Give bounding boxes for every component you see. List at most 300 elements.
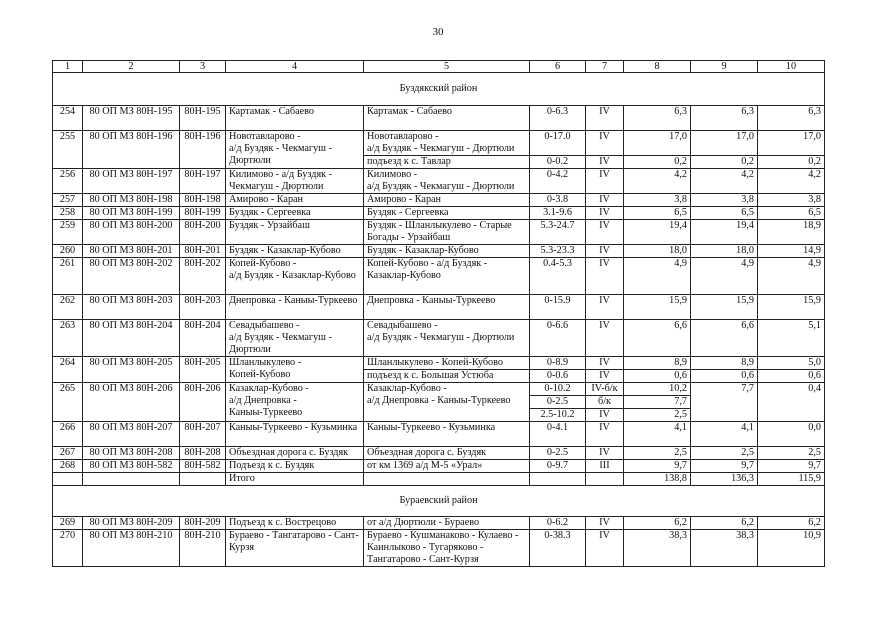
length-total [624,106,691,131]
length-line: 7,7 [624,395,690,408]
route-description [364,422,530,447]
km-range [530,460,586,473]
road-code: 80 ОП МЗ 80Н-206 [83,383,180,422]
improved-value: 18,9 [803,220,821,231]
improved-value: 6,5 [808,207,821,218]
length-total [624,258,691,295]
short-code: 80Н-207 [180,422,226,447]
category [586,220,624,245]
km-range [530,383,586,422]
category [586,207,624,220]
improved-value: 2,5 [808,447,821,458]
length-improved [758,295,825,320]
length-paved [691,207,758,220]
length-line: 2,5 [624,408,690,421]
category [586,320,624,357]
improved-value: 0,6 [758,369,824,382]
km-range [530,422,586,447]
row-number: 265 [53,383,83,422]
short-code: 80Н-204 [180,320,226,357]
row-number: 261 [53,258,83,295]
route-line: Шланлыкулево - Копей-Кубово [367,357,503,368]
category-line: IV [599,207,610,218]
category-line: IV [599,220,610,231]
road-name-line: Каныы-Туркеево [229,407,303,418]
road-name [226,169,364,194]
km-range-line: 0-17.0 [544,131,571,142]
road-name [226,460,364,473]
km-range-line: 0-8.9 [546,357,569,368]
roads-table [52,60,825,567]
road-name [226,422,364,447]
km-range [530,447,586,460]
route-line: Бураево - Кушманаково - Кулаево - [367,530,519,541]
table-row [53,131,825,169]
district-name: Бураевский район [53,486,825,517]
improved-value: 4,2 [808,169,821,180]
km-range-line: 0.4-5.3 [543,258,572,269]
total-c10: 115,9 [758,473,825,486]
row-number: 263 [53,320,83,357]
table-row [53,517,825,530]
km-range [530,357,586,383]
category [586,106,624,131]
road-code: 80 ОП МЗ 80Н-195 [83,106,180,131]
route-description [364,530,530,567]
length-improved [758,320,825,357]
route-description [364,383,530,422]
road-name [226,447,364,460]
road-code: 80 ОП МЗ 80Н-208 [83,447,180,460]
table-row [53,245,825,258]
improved-value: 15,9 [803,295,821,306]
route-line: Амирово - Каран [367,194,442,205]
road-name-line: Подъезд к с. Вострецово [229,517,337,528]
route-description [364,447,530,460]
road-code: 80 ОП МЗ 80Н-209 [83,517,180,530]
road-name-line: Севадыбашево - [229,320,300,331]
category [586,517,624,530]
road-name [226,517,364,530]
km-range-line: 5.3-23.3 [540,245,575,256]
length-improved [758,460,825,473]
road-code: 80 ОП МЗ 80Н-203 [83,295,180,320]
category [586,383,624,422]
route-line: от а/д Дюртюли - Бураево [367,517,480,528]
category-line: IV [586,369,623,382]
category-line: IV [599,530,610,541]
road-name-line: Буздяк - Урзайбаш [229,220,310,231]
table-row [53,320,825,357]
length-paved [691,422,758,447]
column-numbers-row [53,61,825,73]
length-total [624,320,691,357]
category-line: IV [599,357,610,368]
road-name-line: Буздяк - Казаклар-Кубово [229,245,341,256]
length-line: 18,0 [669,245,687,256]
road-name-line: Чекмагуш - Дюртюли [229,181,324,192]
column-number: 10 [758,61,825,73]
improved-value: 3,8 [808,194,821,205]
district-row [53,73,825,106]
row-number: 262 [53,295,83,320]
road-code: 80 ОП МЗ 80Н-204 [83,320,180,357]
short-code: 80Н-201 [180,245,226,258]
column-number: 3 [180,61,226,73]
route-line: Каинлыково - Тугаряково - [367,542,484,553]
km-range [530,194,586,207]
km-range-line: 0-10.2 [544,383,571,394]
category [586,460,624,473]
improved-value: 5,0 [808,357,821,368]
road-name [226,207,364,220]
route-line: Объездная дорога с. Буздяк [367,447,487,458]
length-line: 6,3 [674,106,687,117]
road-name [226,245,364,258]
paved-value: 17,0 [736,131,754,142]
paved-value: 6,5 [741,207,754,218]
length-improved [758,207,825,220]
route-description [364,194,530,207]
route-description [364,131,530,169]
route-description [364,220,530,245]
category [586,530,624,567]
paved-value: 0,6 [691,369,757,382]
route-line: Килимово - [367,169,418,180]
category [586,422,624,447]
category-line: IV [599,245,610,256]
total-label: Итого [226,473,364,486]
short-code: 80Н-205 [180,357,226,383]
length-total [624,194,691,207]
length-paved [691,245,758,258]
paved-value: 19,4 [736,220,754,231]
road-name-line: Курзя [229,542,255,553]
short-code: 80Н-209 [180,517,226,530]
length-paved [691,383,758,422]
table-row [53,207,825,220]
length-total [624,357,691,383]
km-range [530,169,586,194]
paved-value: 4,1 [741,422,754,433]
road-code: 80 ОП МЗ 80Н-198 [83,194,180,207]
road-name [226,357,364,383]
length-line: 6,5 [674,207,687,218]
road-name-line: Бураево - Тангатарово - Сант- [229,530,359,541]
road-code [83,473,180,486]
page-number: 30 [432,26,444,38]
km-range [530,245,586,258]
road-code: 80 ОП МЗ 80Н-582 [83,460,180,473]
route-line: Севадыбашево - [367,320,438,331]
route-description [364,320,530,357]
road-name-line: а/д Буздяк - Чекмагуш - [229,332,332,343]
column-number: 6 [530,61,586,73]
length-line: 3,8 [674,194,687,205]
short-code: 80Н-197 [180,169,226,194]
road-name [226,220,364,245]
length-paved [691,320,758,357]
table-row [53,220,825,245]
road-name-line: Шланлыкулево - [229,357,302,368]
total-c8: 138,8 [624,473,691,486]
length-improved [758,131,825,169]
row-number: 266 [53,422,83,447]
road-name [226,258,364,295]
route-line: а/д Буздяк - Чекмагуш - Дюртюли [367,332,515,343]
length-paved [691,530,758,567]
paved-value: 2,5 [741,447,754,458]
paved-value: 4,9 [741,258,754,269]
route-description [364,460,530,473]
road-code: 80 ОП МЗ 80Н-210 [83,530,180,567]
short-code: 80Н-200 [180,220,226,245]
length-paved [691,357,758,383]
road-name-line: Копей-Кубово [229,369,291,380]
km-range-line: 0-6.2 [546,517,569,528]
route-description [364,106,530,131]
length-line: 2,5 [674,447,687,458]
km-range-line: 0-0.2 [530,155,585,168]
road-name [226,383,364,422]
road-name-line: а/д Днепровка - [229,395,297,406]
total-row [53,473,825,486]
length-line: 6,2 [674,517,687,528]
km-range-line: 0-3.8 [546,194,569,205]
km-range-line: 0-38.3 [544,530,571,541]
km-range [530,473,586,486]
length-improved [758,258,825,295]
length-line: 4,1 [674,422,687,433]
category [586,245,624,258]
paved-value: 9,7 [741,460,754,471]
route-description [364,169,530,194]
row-number: 270 [53,530,83,567]
improved-value: 6,2 [808,517,821,528]
route-line: а/д Буздяк - Чекмагуш - Дюртюли [367,143,515,154]
road-code: 80 ОП МЗ 80Н-197 [83,169,180,194]
row-number: 257 [53,194,83,207]
category [586,357,624,383]
road-name-line: а/д Буздяк - Казаклар-Кубово [229,270,356,281]
table-row [53,169,825,194]
category-line [589,143,620,155]
length-line [627,143,687,155]
column-number: 9 [691,61,758,73]
km-range [530,106,586,131]
route-description [364,258,530,295]
km-range-line: 0-6.6 [546,320,569,331]
length-total [624,131,691,169]
route-line: а/д Буздяк - Чекмагуш - Дюртюли [367,181,515,192]
length-line: 19,4 [669,220,687,231]
category [586,169,624,194]
length-paved [691,460,758,473]
category [586,473,624,486]
length-paved [691,169,758,194]
short-code: 80Н-195 [180,106,226,131]
road-name-line: а/д Буздяк - Чекмагуш - [229,143,332,154]
short-code: 80Н-196 [180,131,226,169]
table-row [53,106,825,131]
improved-value: 17,0 [803,131,821,142]
route-line: подъезд к с. Большая Устюба [364,369,529,382]
route-line: Богады - Урзайбаш [367,232,451,243]
length-improved [758,169,825,194]
km-range [530,258,586,295]
km-range-line: 0-2.5 [530,395,585,408]
length-total [624,245,691,258]
road-code: 80 ОП МЗ 80Н-196 [83,131,180,169]
route-description [364,517,530,530]
km-range-line: 0-2.5 [546,447,569,458]
category-line: IV [599,320,610,331]
length-improved [758,106,825,131]
length-paved [691,131,758,169]
length-improved [758,194,825,207]
road-name-line: Килимово - а/д Буздяк - [229,169,333,180]
length-total [624,422,691,447]
route-line: Каныы-Туркеево - Кузьминка [367,422,496,433]
row-number [53,473,83,486]
route-line: Буздяк - Сергеевка [367,207,449,218]
column-number: 4 [226,61,364,73]
category [586,194,624,207]
short-code: 80Н-199 [180,207,226,220]
route-line: от км 1369 а/д М-5 «Урал» [367,460,483,471]
short-code: 80Н-202 [180,258,226,295]
length-total [624,220,691,245]
length-paved [691,258,758,295]
road-name-line: Казаклар-Кубово - [229,383,309,394]
route-line: Казаклар-Кубово [367,270,441,281]
route-line: подъезд к с. Тавлар [364,155,529,168]
paved-value: 6,3 [741,106,754,117]
road-code: 80 ОП МЗ 80Н-199 [83,207,180,220]
road-code: 80 ОП МЗ 80Н-205 [83,357,180,383]
length-total [624,295,691,320]
short-code: 80Н-198 [180,194,226,207]
length-total [624,383,691,422]
paved-value: 18,0 [736,245,754,256]
paved-value: 3,8 [741,194,754,205]
table-row [53,530,825,567]
road-name-line: Копей-Кубово - [229,258,297,269]
length-paved [691,447,758,460]
paved-value: 6,2 [741,517,754,528]
length-line: 9,7 [674,460,687,471]
route-line: Днепровка - Каныы-Туркеево [367,295,496,306]
category [586,447,624,460]
district-row [53,486,825,517]
road-name-line: Амирово - Каран [229,194,304,205]
route-description [364,245,530,258]
route-line: Тангатарово - Сант-Курзя [367,554,479,565]
total-c9: 136,3 [691,473,758,486]
length-improved [758,530,825,567]
length-line: 4,2 [674,169,687,180]
km-range [530,131,586,169]
route-description [364,295,530,320]
road-name-line: Новотавларово - [229,131,301,142]
row-number: 264 [53,357,83,383]
km-range [530,207,586,220]
road-name-line: Дюртюли [229,344,271,355]
length-line: 4,9 [674,258,687,269]
short-code: 80Н-203 [180,295,226,320]
improved-value: 9,7 [808,460,821,471]
row-number: 254 [53,106,83,131]
length-total [624,460,691,473]
column-number: 8 [624,61,691,73]
road-code: 80 ОП МЗ 80Н-200 [83,220,180,245]
route-line: Картамак - Сабаево [367,106,452,117]
category-line: IV [599,258,610,269]
category-line: IV [599,131,610,142]
road-name-line: Объездная дорога с. Буздяк [229,447,349,458]
paved-value: 8,9 [741,357,754,368]
road-code: 80 ОП МЗ 80Н-202 [83,258,180,295]
category-line: IV [599,447,610,458]
category-line: IV [586,155,623,168]
category [586,295,624,320]
length-total [624,207,691,220]
route-line: Казаклар-Кубово - [367,383,447,394]
length-line: 0,2 [624,155,690,168]
length-total [624,169,691,194]
improved-value: 6,3 [808,106,821,117]
route-line: Копей-Кубово - а/д Буздяк - [367,258,488,269]
road-code: 80 ОП МЗ 80Н-207 [83,422,180,447]
route-description [364,357,530,383]
length-improved [758,220,825,245]
road-name-line: Днепровка - Каныы-Туркеево [229,295,358,306]
improved-value: 0,2 [758,155,824,168]
length-paved [691,194,758,207]
km-range-line: 5.3-24.7 [540,220,575,231]
column-number: 2 [83,61,180,73]
category-line: IV [586,408,623,421]
road-name [226,194,364,207]
category-line: IV [599,422,610,433]
route-line: Новотавларово - [367,131,439,142]
length-improved [758,357,825,383]
km-range-line: 2.5-10.2 [530,408,585,421]
length-total [624,530,691,567]
row-number: 269 [53,517,83,530]
km-range-line: 0-15.9 [544,295,571,306]
paved-value: 6,6 [741,320,754,331]
row-number: 268 [53,460,83,473]
length-improved [758,245,825,258]
length-line: 6,6 [674,320,687,331]
length-line: 0,6 [624,369,690,382]
category-line: IV [599,295,610,306]
road-name-line: Подъезд к с. Буздяк [229,460,315,471]
route-line: Буздяк - Шланлыкулево - Старые [367,220,512,231]
improved-value: 10,9 [803,530,821,541]
road-name [226,295,364,320]
paved-value: 0,2 [691,155,757,168]
km-range [530,295,586,320]
length-paved [691,106,758,131]
improved-value: 5,1 [808,320,821,331]
category-line: IV-б/к [591,383,618,394]
paved-value: 7,7 [741,383,754,394]
row-number: 260 [53,245,83,258]
km-range-line [533,143,582,155]
short-code [180,473,226,486]
